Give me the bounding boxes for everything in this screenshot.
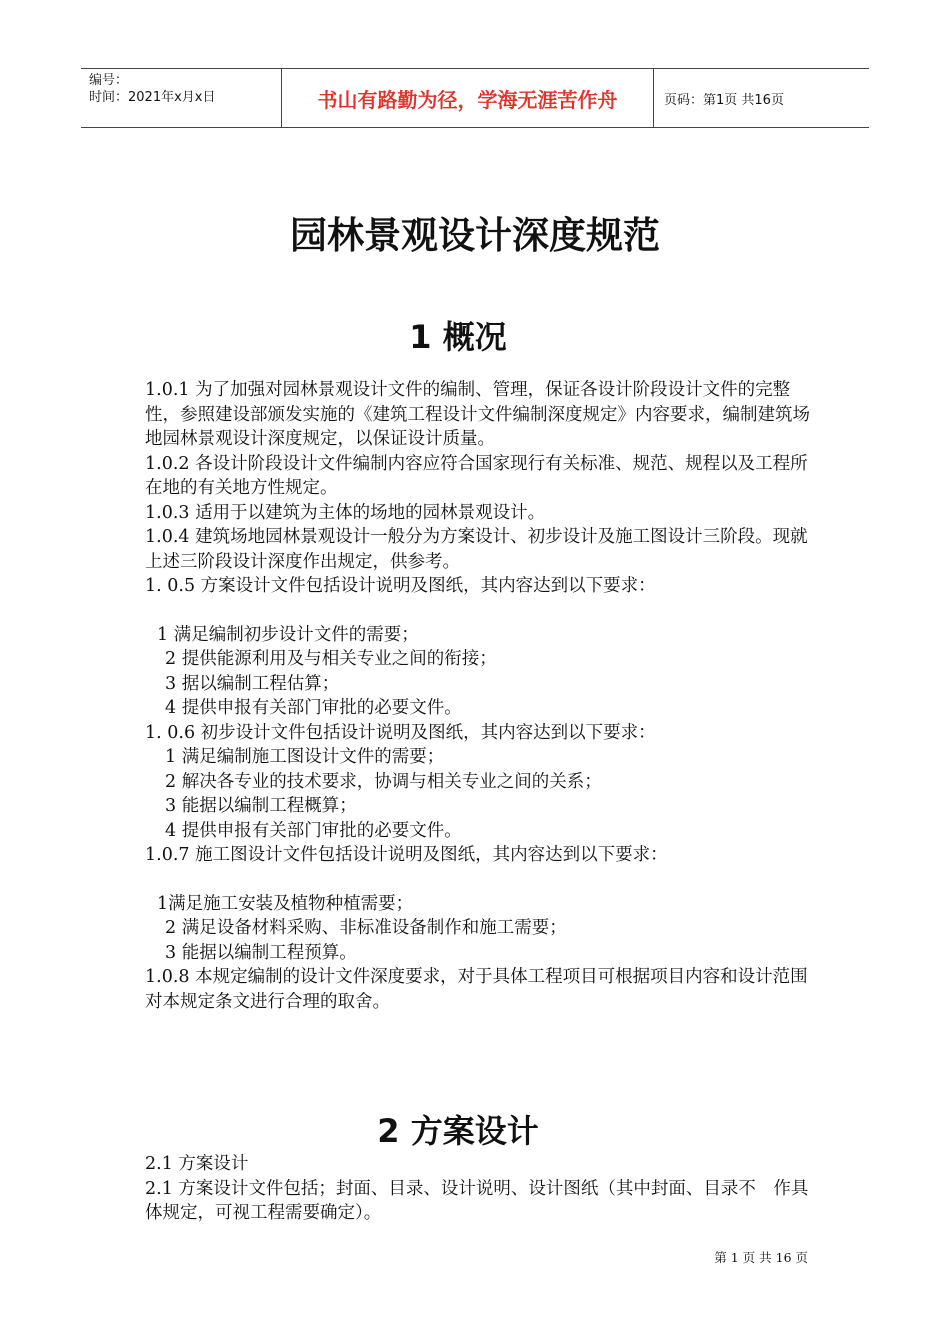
page-info-text: 页码：第1页 共16页 (664, 92, 784, 108)
number-label: 编号： (89, 73, 129, 88)
paragraph-2-1-title: 2.1 方案设计 (145, 1154, 249, 1174)
blank-line (145, 599, 815, 623)
list-item: 4 提供申报有关部门审批的必要文件。 (165, 820, 462, 841)
paragraph-1-0-2: 1.0.2 各设计阶段设计文件编制内容应符合国家现行有关标准、规范、规程以及工程所在地的有关地方性规定。 (145, 453, 808, 498)
paragraph-1-0-8: 1.0.8 本规定编制的设计文件深度要求，对于具体工程项目可根据项目内容和设计范围对本规定条文进行合理的取舍。 (145, 967, 808, 1012)
date-label: 时间：2021年x月x日 (89, 90, 216, 105)
list-item: 4 提供申报有关部门审批的必要文件。 (165, 698, 462, 718)
list-item: 1 满足编制施工图设计文件的需要； (165, 747, 445, 767)
paragraph-1-0-7: 1.0.7 施工图设计文件包括设计说明及图纸，其内容达到以下要求： (145, 845, 668, 865)
header-meta-cell (81, 69, 282, 127)
page-info-cell (654, 69, 869, 127)
list-item: 2 满足设备材料采购、非标准设备制作和施工需要； (165, 918, 567, 938)
list-item: 1满足施工安装及植物种植需要； (157, 893, 414, 914)
motto-cell (282, 69, 654, 127)
section-2-body (145, 1152, 815, 1226)
blank-line (145, 868, 815, 892)
document-title: 园林景观设计深度规范 (290, 214, 660, 257)
paragraph-1-0-6: 1. 0.6 初步设计文件包括设计说明及图纸，其内容达到以下要求： (145, 722, 656, 743)
page-footer: 第 1 页 共 16 页 (714, 1250, 808, 1265)
paragraph-1-0-3: 1.0.3 适用于以建筑为主体的场地的园林景观设计。 (145, 502, 546, 523)
header-table (81, 68, 869, 128)
list-item: 2 提供能源利用及与相关专业之间的衔接； (165, 649, 497, 669)
section-1-heading: 1 概况 (409, 318, 507, 356)
paragraph-1-0-5: 1. 0.5 方案设计文件包括设计说明及图纸，其内容达到以下要求： (145, 576, 656, 596)
paragraph-1-0-1: 1.0.1 为了加强对园林景观设计文件的编制、管理，保证各设计阶段设计文件的完整性，参照建设部颁发实施的《建筑工程设计文件编制深度规定》内容要求，编制建筑场地园林景观设计深度规定，以保证设计质量。 (145, 380, 810, 449)
list-item: 3 能据以编制工程预算。 (165, 942, 357, 963)
section-2-heading: 2 方案设计 (377, 1112, 539, 1150)
motto-text: 书山有路勤为径，学海无涯苦作舟 (317, 87, 618, 112)
list-item: 3 据以编制工程估算； (165, 673, 340, 694)
paragraph-1-0-4: 1.0.4 建筑场地园林景观设计一般分为方案设计、初步设计及施工图设计三阶段。现就上述三阶段设计深度作出规定，供参考。 (145, 527, 808, 572)
paragraph-2-1: 2.1 方案设计文件包括；封面、目录、设计说明、设计图纸（其中封面、目录不 作具体规定，可视工程需要确定）。 (145, 1178, 809, 1223)
section-1-body (145, 378, 815, 1014)
list-item: 2 解决各专业的技术要求，协调与相关专业之间的关系； (165, 771, 602, 792)
list-item: 3 能据以编制工程概算； (165, 796, 357, 816)
list-item: 1 满足编制初步设计文件的需要； (157, 624, 419, 645)
